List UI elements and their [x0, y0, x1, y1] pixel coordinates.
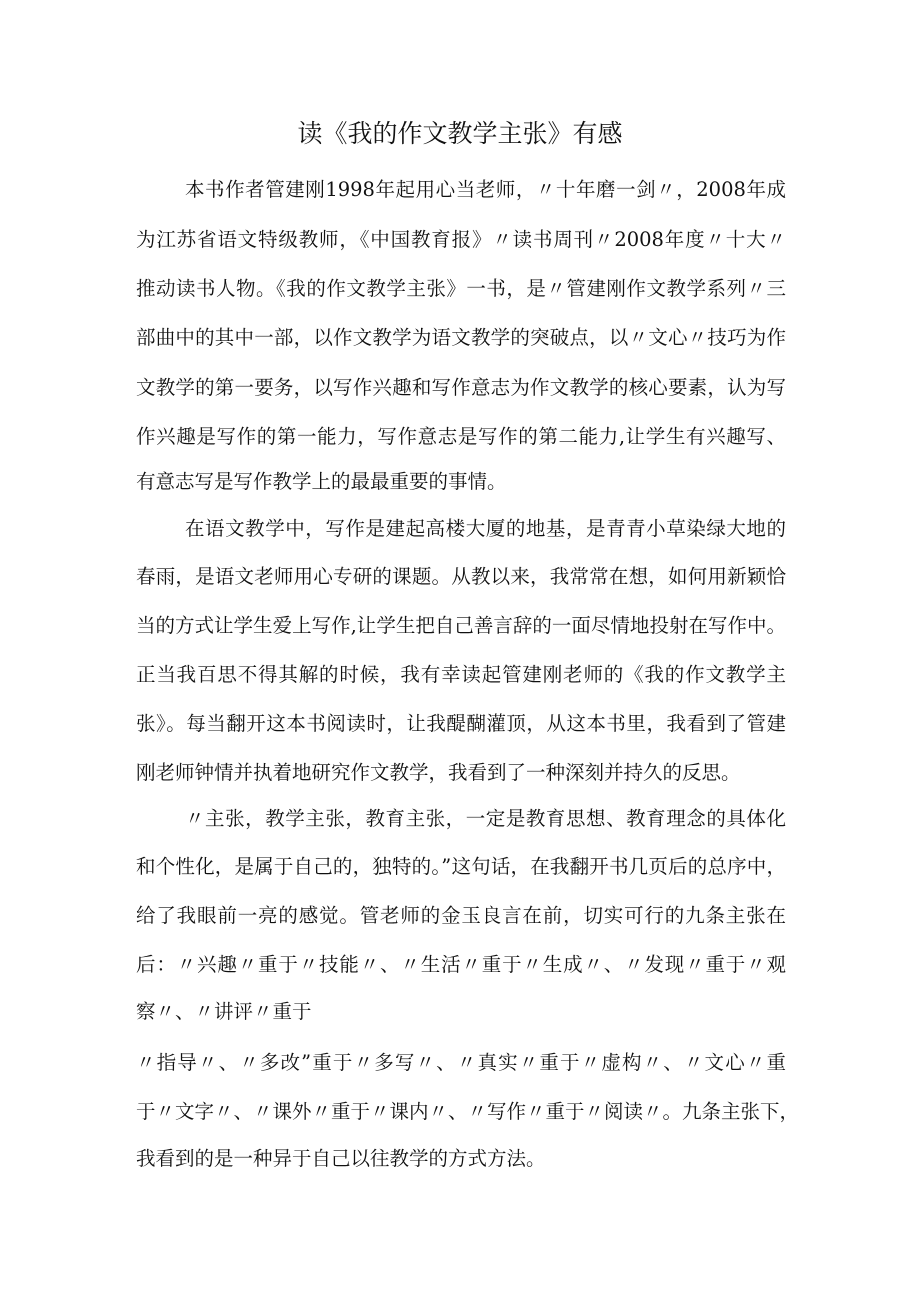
paragraph-1-line-5: 文教学的第一要务，以写作兴趣和写作意志为作文教学的核心要素，认为写 [136, 376, 786, 399]
paragraph-2-line-3: 当的方式让学生爱上写作,让学生把自己善言辞的一面尽情地投射在写作中。 [136, 614, 786, 637]
paragraph-2-line-6: 刚老师钟情并执着地研究作文教学，我看到了一种深刻并持久的反思。 [136, 761, 741, 784]
paragraph-3-line-1: 〃主张，教学主张，教育主张，一定是教育思想、教育理念的具体化 [185, 807, 786, 830]
paragraph-3-line-5: 察〃、〃讲评〃重于 [136, 1000, 312, 1023]
paragraph-4-line-1: 〃指导〃、〃多改”重于〃多写〃、〃真实〃重于〃虚构〃、〃文心〃重 [136, 1051, 786, 1074]
paragraph-2-line-1: 在语文教学中，写作是建起高楼大厦的地基，是青青小草染绿大地的 [185, 517, 786, 540]
paragraph-4-line-2: 于〃文字〃、〃课外〃重于〃课内〃、〃写作〃重于〃阅读〃。九条主张下， [136, 1100, 800, 1123]
paragraph-2-line-2: 春雨，是语文老师用心专研的课题。从教以来，我常常在想，如何用新颖恰 [136, 565, 786, 588]
paragraph-1-line-3: 推动读书人物。《我的作文教学主张》一书，是〃管建刚作文教学系列〃三 [136, 277, 786, 300]
paragraph-4-line-3: 我看到的是一种异于自己以往教学的方式方法。 [136, 1147, 546, 1170]
paragraph-3-line-3: 给了我眼前一亮的感觉。管老师的金玉良言在前，切实可行的九条主张在 [136, 904, 786, 927]
paragraph-3-line-4: 后：〃兴趣〃重于〃技能〃、〃生活〃重于〃生成〃、〃发现〃重于〃观 [136, 953, 786, 976]
paragraph-2-line-5: 张》。每当翻开这本书阅读时，让我醍醐灌顶，从这本书里，我看到了管建 [136, 712, 786, 735]
paragraph-1-line-7: 有意志写是写作教学上的最最重要的事情。 [136, 470, 507, 493]
paragraph-3-line-2: 和个性化，是属于自己的，独特的。”这句话，在我翻开书几页后的总序中， [136, 855, 786, 878]
paragraph-1-line-6: 作兴趣是写作的第一能力，写作意志是写作的第二能力,让学生有兴趣写、 [136, 425, 786, 448]
paragraph-1-line-4: 部曲中的其中一部，以作文教学为语文教学的突破点，以〃文心〃技巧为作 [136, 326, 786, 349]
paragraph-1-line-2: 为江苏省语文特级教师，《中国教育报》〃读书周刊〃2008年度〃十大〃 [136, 228, 786, 251]
document-title: 读《我的作文教学主张》有感 [297, 119, 623, 148]
paragraph-1-line-1: 本书作者管建刚1998年起用心当老师，〃十年磨一剑〃，2008年成 [185, 178, 786, 201]
paragraph-2-line-4: 正当我百思不得其解的时候，我有幸读起管建刚老师的《我的作文教学主 [136, 663, 786, 686]
